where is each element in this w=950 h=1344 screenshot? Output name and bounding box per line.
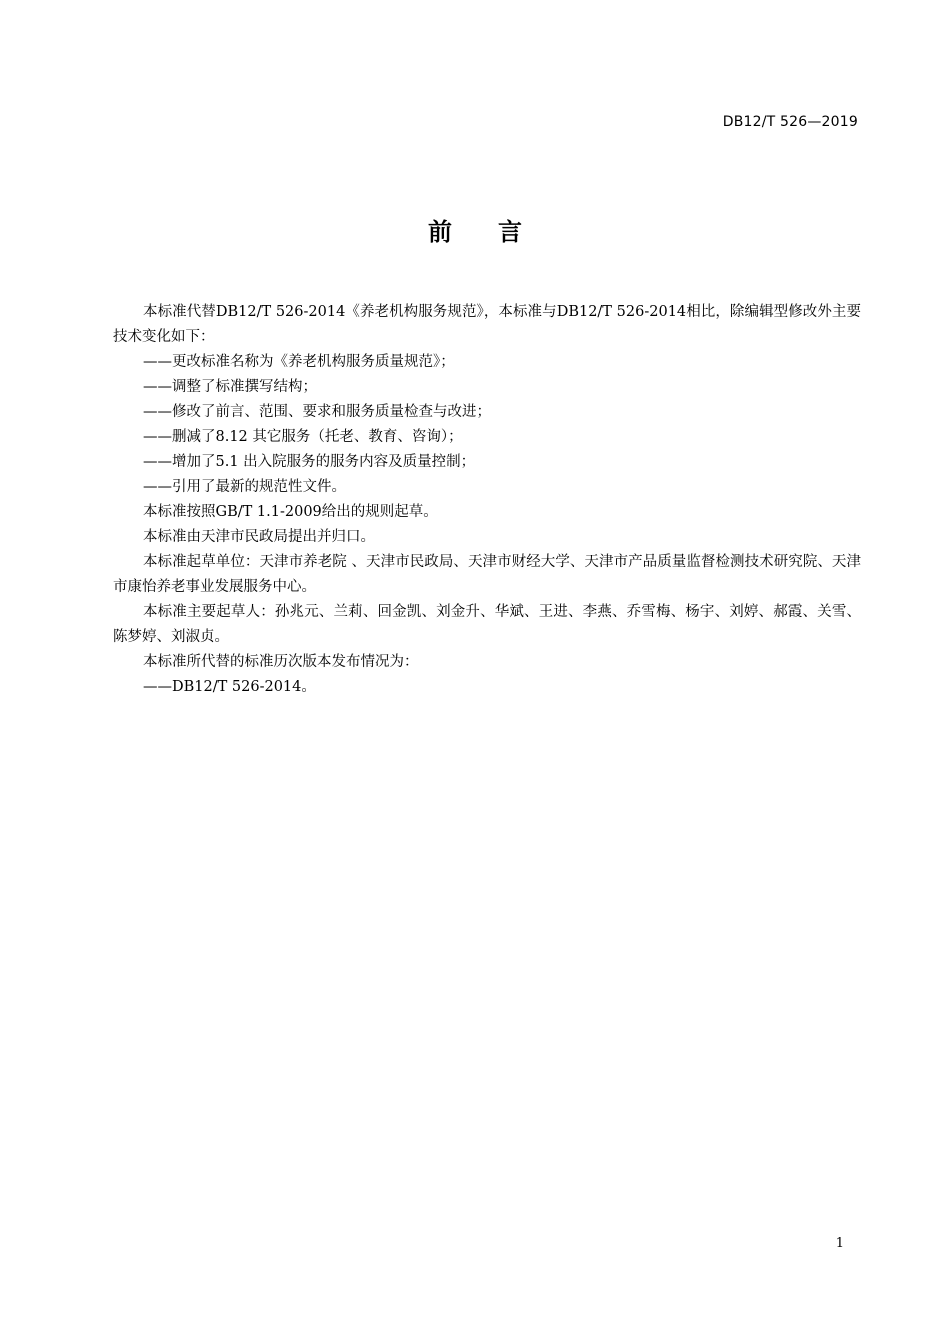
paragraph: 本标准代替DB12/T 526-2014《养老机构服务规范》，本标准与DB12/T 526-2014相比，除编辑型修改外主要技术变化如下： [113, 304, 861, 345]
list-item: ——引用了最新的规范性文件。 [143, 479, 346, 495]
page-number: 1 [835, 1236, 844, 1251]
document-code: DB12/T 526—2019 [722, 114, 858, 130]
list-item: ——DB12/T 526-2014。 [143, 679, 316, 695]
paragraph: 本标准主要起草人：孙兆元、兰莉、回金凯、刘金升、华斌、王进、李燕、乔雪梅、杨宇、刘婷、郝霞、关雪、陈梦婷、刘淑贞。 [113, 604, 861, 645]
foreword-body [113, 300, 861, 700]
list-item: ——更改标准名称为《养老机构服务质量规范》； [143, 354, 455, 370]
list-item: ——删减了8.12 其它服务（托老、教育、咨询）； [143, 429, 463, 445]
paragraph: 本标准按照GB/T 1.1-2009给出的规则起草。 [143, 504, 438, 520]
paragraph: 本标准起草单位：天津市养老院 、天津市民政局、天津市财经大学、天津市产品质量监督检测技术研究院、天津市康怡养老事业发展服务中心。 [113, 554, 861, 595]
list-item: ——调整了标准撰写结构； [143, 379, 317, 395]
list-item: ——修改了前言、范围、要求和服务质量检查与改进； [143, 404, 491, 420]
page-title: 前言 [428, 218, 568, 246]
paragraph: 本标准所代替的标准历次版本发布情况为： [143, 654, 419, 670]
paragraph: 本标准由天津市民政局提出并归口。 [143, 529, 375, 545]
list-item: ——增加了5.1 出入院服务的服务内容及质量控制； [143, 454, 476, 470]
